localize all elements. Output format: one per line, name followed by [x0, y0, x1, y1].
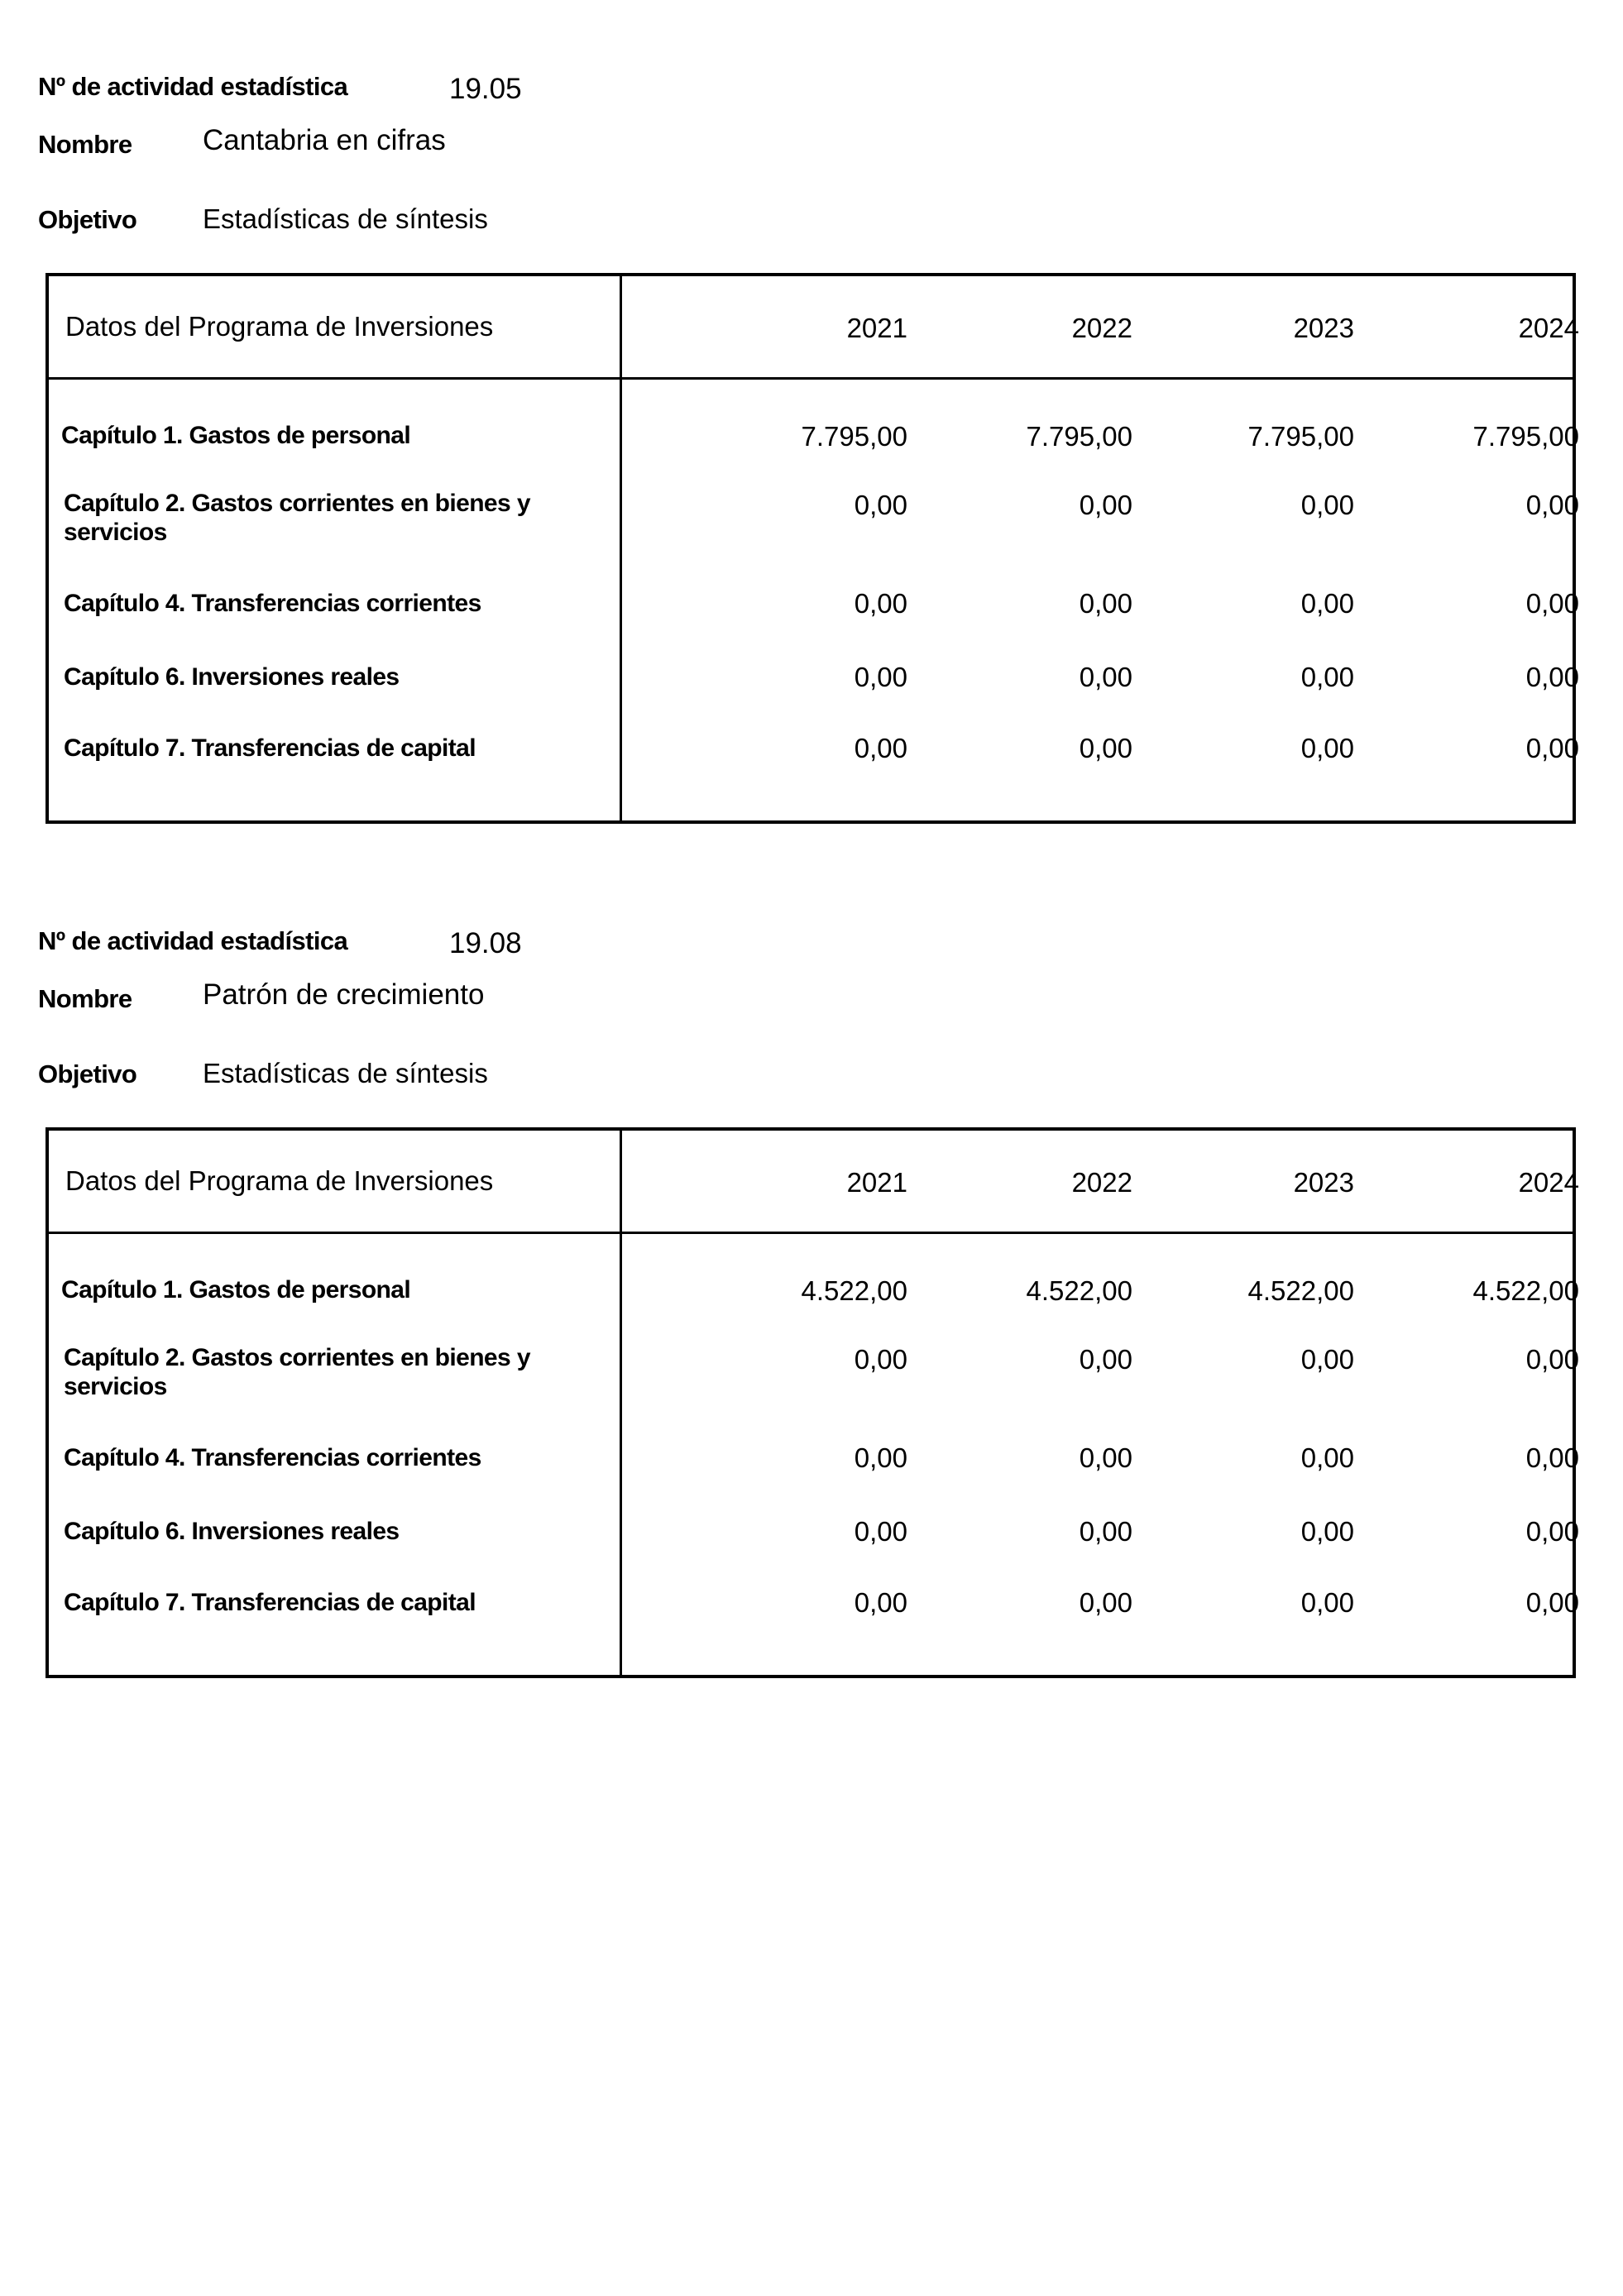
table-cell: 0,00	[854, 733, 907, 763]
activity-name-label: Nombre	[38, 130, 132, 159]
table-cell: 0,00	[854, 1442, 907, 1473]
table-cell: 0,00	[1079, 1442, 1132, 1473]
activity-name-value: Patrón de crecimiento	[203, 978, 485, 1011]
table-cell: 0,00	[1300, 1516, 1354, 1547]
activity-block	[0, 0, 1623, 761]
table-cell: 0,00	[1525, 490, 1579, 520]
table-cell: 0,00	[854, 1587, 907, 1618]
activity-name-value: Cantabria en cifras	[203, 124, 446, 156]
table-row-label: Capítulo 4. Transferencias corrientes	[64, 1444, 481, 1471]
table-header-year: 2023	[1293, 1167, 1354, 1198]
table-row-label: Capítulo 2. Gastos corrientes en bienes y servicios	[64, 490, 530, 546]
table-row-label: Capítulo 2. Gastos corrientes en bienes y servicios	[64, 1344, 530, 1400]
table-cell: 0,00	[1525, 1344, 1579, 1375]
table-cell: 0,00	[1079, 490, 1132, 520]
activity-name-label: Nombre	[38, 984, 132, 1013]
table-cell: 7.795,00	[801, 421, 907, 452]
table-row-label: Capítulo 6. Inversiones reales	[64, 663, 400, 691]
table-row-label: Capítulo 6. Inversiones reales	[64, 1518, 400, 1545]
activity-block	[0, 854, 1623, 1618]
table-cell: 0,00	[1079, 662, 1132, 692]
activity-number-value: 19.05	[449, 73, 522, 105]
table-cell: 4.522,00	[801, 1275, 907, 1306]
table-cell: 0,00	[1525, 733, 1579, 763]
table-cell: 0,00	[1300, 662, 1354, 692]
table-cell: 7.795,00	[1026, 421, 1132, 452]
table-header-year: 2022	[1071, 313, 1132, 343]
activity-objective-label: Objetivo	[38, 205, 137, 234]
table-cell: 0,00	[1079, 1516, 1132, 1547]
table-cell: 0,00	[1079, 1344, 1132, 1375]
table-cell: 0,00	[1525, 1516, 1579, 1547]
activity-objective-value: Estadísticas de síntesis	[203, 203, 488, 234]
table-header-label: Datos del Programa de Inversiones	[65, 311, 494, 342]
table-header-year: 2024	[1518, 313, 1579, 343]
investment-table	[45, 1127, 1579, 1678]
table-row-label: Capítulo 1. Gastos de personal	[61, 1276, 411, 1303]
table-cell: 0,00	[1525, 1442, 1579, 1473]
table-row-label: Capítulo 1. Gastos de personal	[61, 422, 411, 449]
activity-objective-label: Objetivo	[38, 1060, 137, 1088]
table-cell: 0,00	[1300, 733, 1354, 763]
table-cell: 0,00	[1525, 662, 1579, 692]
table-cell: 0,00	[1525, 1587, 1579, 1618]
table-divider-horizontal	[49, 377, 1573, 380]
table-cell: 7.795,00	[1472, 421, 1579, 452]
table-cell: 0,00	[854, 1344, 907, 1375]
table-cell: 0,00	[854, 490, 907, 520]
table-row-label: Capítulo 7. Transferencias de capital	[64, 734, 476, 762]
table-cell: 4.522,00	[1247, 1275, 1354, 1306]
activity-number-label: Nº de actividad estadística	[38, 926, 348, 955]
table-cell: 0,00	[1525, 588, 1579, 619]
table-row-label: Capítulo 7. Transferencias de capital	[64, 1589, 476, 1616]
table-header-year: 2024	[1518, 1167, 1579, 1198]
table-cell: 0,00	[1079, 588, 1132, 619]
table-cell: 7.795,00	[1247, 421, 1354, 452]
table-cell: 0,00	[1300, 1442, 1354, 1473]
table-divider-vertical	[620, 276, 622, 820]
table-header-year: 2021	[846, 313, 907, 343]
table-cell: 0,00	[1300, 490, 1354, 520]
table-row-label: Capítulo 4. Transferencias corrientes	[64, 590, 481, 617]
table-cell: 4.522,00	[1026, 1275, 1132, 1306]
table-cell: 0,00	[854, 662, 907, 692]
table-cell: 0,00	[854, 1516, 907, 1547]
activity-number-value: 19.08	[449, 927, 522, 959]
table-divider-horizontal	[49, 1232, 1573, 1234]
table-cell: 0,00	[1079, 1587, 1132, 1618]
table-cell: 0,00	[1300, 1344, 1354, 1375]
investment-table	[45, 273, 1579, 824]
activity-number-label: Nº de actividad estadística	[38, 72, 348, 101]
table-header-label: Datos del Programa de Inversiones	[65, 1165, 494, 1196]
table-header-year: 2023	[1293, 313, 1354, 343]
table-cell: 0,00	[1300, 588, 1354, 619]
table-divider-vertical	[620, 1131, 622, 1675]
table-cell: 0,00	[854, 588, 907, 619]
table-header-year: 2021	[846, 1167, 907, 1198]
table-cell: 4.522,00	[1472, 1275, 1579, 1306]
activity-objective-value: Estadísticas de síntesis	[203, 1058, 488, 1088]
table-header-year: 2022	[1071, 1167, 1132, 1198]
table-cell: 0,00	[1300, 1587, 1354, 1618]
table-cell: 0,00	[1079, 733, 1132, 763]
